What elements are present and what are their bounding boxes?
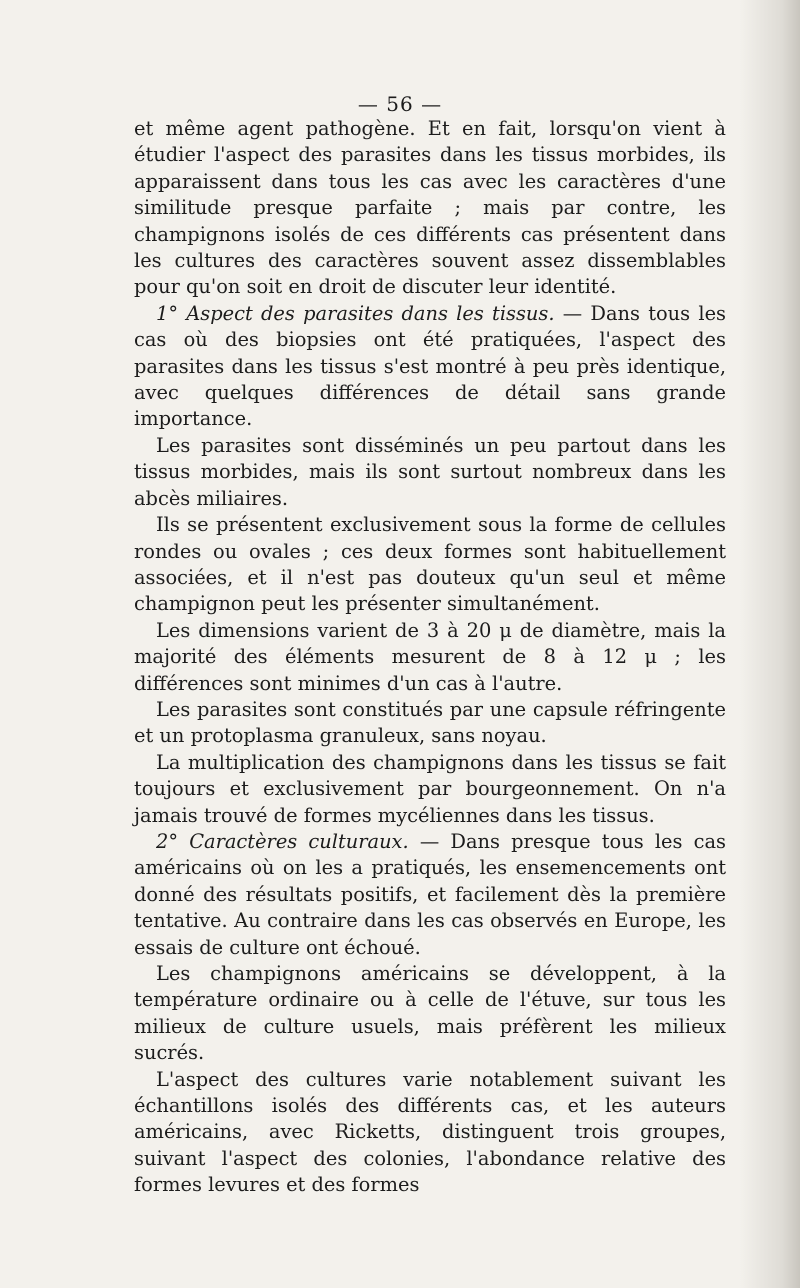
paragraph-text: — Dans presque tous les cas américains où on les a pratiqués, les ensemencements ont donné des résultats positifs, et facilement dès la première tentative. Au contraire dans les cas observés en Europe, les essais de culture ont échoué. bbox=[134, 829, 726, 959]
section-paragraph-aspect bbox=[134, 301, 726, 433]
paragraph bbox=[134, 116, 726, 301]
paragraph bbox=[134, 433, 726, 512]
paragraph bbox=[134, 1067, 726, 1199]
paragraph bbox=[134, 750, 726, 829]
body-text bbox=[134, 116, 726, 1199]
paragraph-text: Ils se présentent exclusivement sous la forme de cellules rondes ou ovales ; ces deux formes sont habituellement associées, et il n'est pas douteux qu'un seul et même champignon peut les présenter simultanément. bbox=[134, 513, 726, 616]
section-paragraph-cultures bbox=[134, 829, 726, 961]
paragraph-text: Les dimensions varient de 3 à 20 μ de diamètre, mais la majorité des éléments mesurent de 8 à 12 μ ; les différences sont minimes d'un cas à l'autre. bbox=[134, 618, 726, 695]
paragraph-text: La multiplication des champignons dans les tissus se fait toujours et exclusivement par bourgeonnement. On n'a jamais trouvé de formes mycéliennes dans les tissus. bbox=[134, 750, 726, 827]
page-edge-shadow bbox=[740, 0, 800, 1288]
page-number: — 56 — bbox=[357, 92, 443, 116]
paragraph-text: Les parasites sont constitués par une capsule réfringente et un protoplasma granuleux, sans noyau. bbox=[134, 697, 726, 748]
paragraph bbox=[134, 618, 726, 697]
section-heading: 1° Aspect des parasites dans les tissus. bbox=[156, 301, 555, 325]
paragraph-text: Les parasites sont disséminés un peu partout dans les tissus morbides, mais ils sont surtout nombreux dans les abcès miliaires. bbox=[134, 433, 726, 510]
paragraph bbox=[134, 697, 726, 750]
paragraph-text: Les champignons américains se développent, à la température ordinaire ou à celle de l'étuve, sur tous les milieux de culture usuels, mais préfèrent les milieux sucrés. bbox=[134, 962, 726, 1065]
paragraph-text: — Dans tous les cas où des biopsies ont été pratiquées, l'aspect des parasites dans les tissus s'est montré à peu près identique, avec quelques différences de détail sans grande importance. bbox=[134, 301, 726, 431]
section-heading: 2° Caractères culturaux. bbox=[156, 829, 409, 853]
paragraph bbox=[134, 961, 726, 1067]
paragraph bbox=[134, 512, 726, 618]
paragraph-text: L'aspect des cultures varie notablement suivant les échantillons isolés des différents cas, et les auteurs américains, avec Ricketts, distinguent trois groupes, suivant l'aspect des colonies, l'abondance relative des formes levures et des formes bbox=[134, 1067, 726, 1197]
paragraph-text: et même agent pathogène. Et en fait, lorsqu'on vient à étudier l'aspect des parasites dans les tissus morbides, ils apparaissent dans tous les cas avec les caractères d'une similitude presque parfaite ; mais par contre, les champignons isolés de ces différents cas présentent dans les cultures des caractères souvent assez dissemblables pour qu'on soit en droit de discuter leur identité. bbox=[134, 117, 726, 299]
